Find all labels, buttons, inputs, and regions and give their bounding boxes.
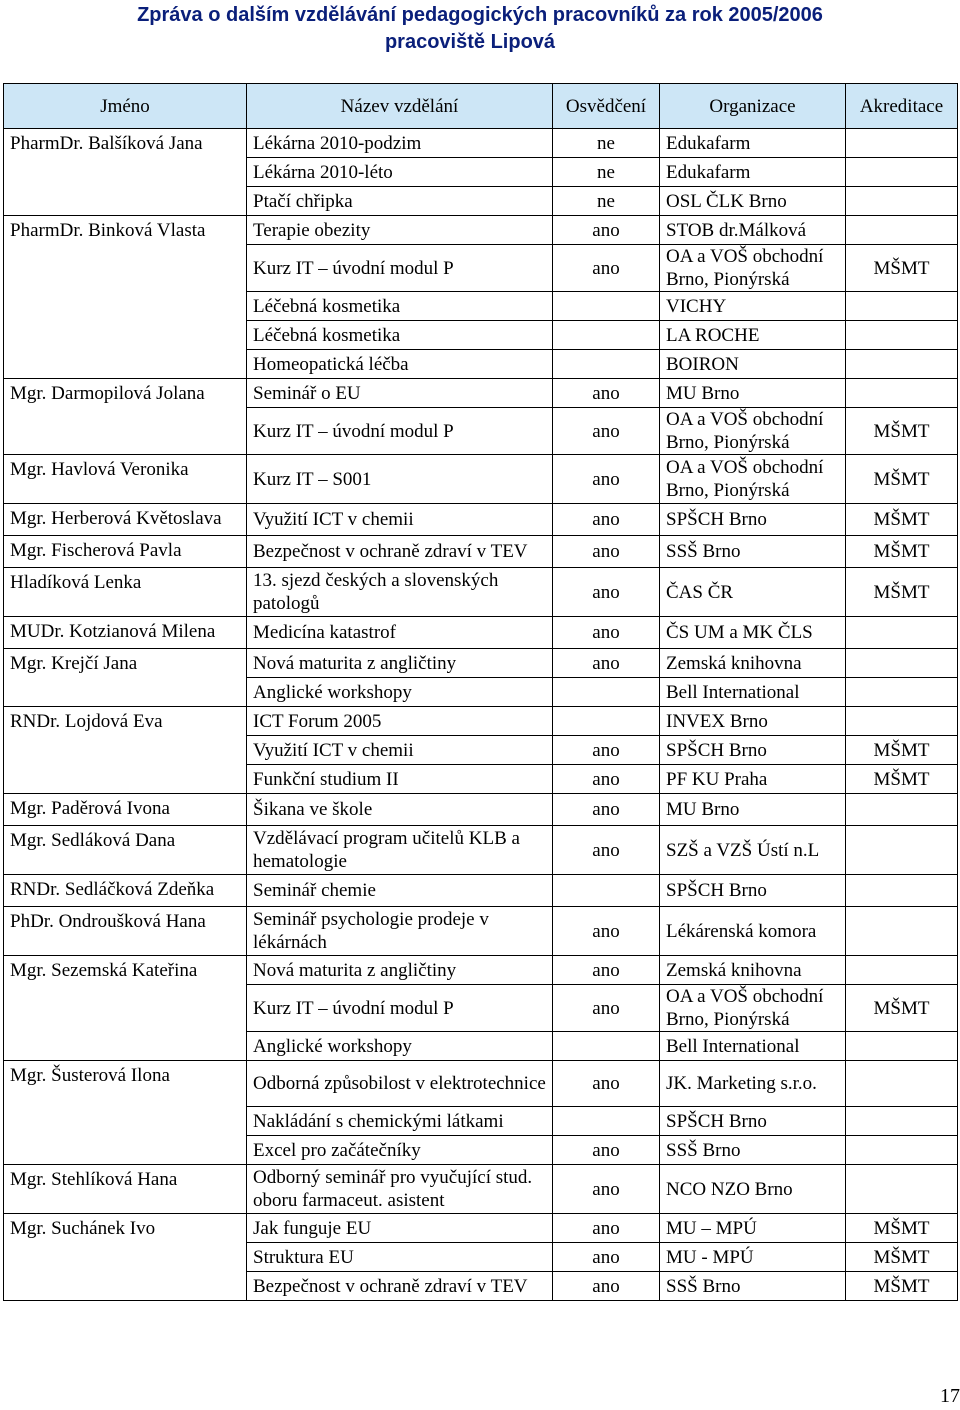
accreditation-cell <box>846 649 958 678</box>
accreditation-cell: MŠMT <box>846 765 958 794</box>
certificate-cell <box>553 1107 660 1136</box>
certificate-cell <box>553 292 660 321</box>
table-row <box>4 1165 958 1214</box>
organization-cell: SPŠCH Brno <box>660 1107 846 1136</box>
certificate-cell <box>553 678 660 707</box>
table-row <box>4 1214 958 1243</box>
accreditation-cell <box>846 1136 958 1165</box>
title-line-2: pracoviště Lipová <box>384 31 556 53</box>
course-title-cell: Lékárna 2010-podzim <box>247 129 553 158</box>
course-title-cell: Terapie obezity <box>247 216 553 245</box>
accreditation-cell: MŠMT <box>846 1214 958 1243</box>
course-title-cell: Léčebná kosmetika <box>247 321 553 350</box>
accreditation-cell <box>846 158 958 187</box>
table-row <box>4 568 958 617</box>
course-title-cell: Excel pro začátečníky <box>247 1136 553 1165</box>
organization-cell: Lékárenská komora <box>660 907 846 956</box>
header-certificate: Osvědčení <box>553 84 660 129</box>
certificate-cell: ano <box>553 504 660 536</box>
table-row <box>4 794 958 826</box>
course-title-cell: Vzdělávací program učitelů KLB a hematologie <box>247 826 553 875</box>
header-course: Název vzdělání <box>247 84 553 129</box>
person-name-cell: Mgr. Paděrová Ivona <box>4 794 247 826</box>
certificate-cell: ano <box>553 765 660 794</box>
organization-cell: MU – MPÚ <box>660 1214 846 1243</box>
course-title-cell: Jak funguje EU <box>247 1214 553 1243</box>
table-row <box>4 216 958 245</box>
course-title-cell: Nová maturita z angličtiny <box>247 956 553 985</box>
certificate-cell: ano <box>553 1272 660 1301</box>
course-title-cell: Odborný seminář pro vyučující stud. oboru farmaceut. asistent <box>247 1165 553 1214</box>
certificate-cell: ano <box>553 649 660 678</box>
course-title-cell: Léčebná kosmetika <box>247 292 553 321</box>
organization-cell: OA a VOŠ obchodní Brno, Pionýrská <box>660 455 846 504</box>
organization-cell: VICHY <box>660 292 846 321</box>
organization-cell: Bell International <box>660 678 846 707</box>
organization-cell: MU Brno <box>660 794 846 826</box>
table-row <box>4 826 958 875</box>
person-name-cell: Mgr. Darmopilová Jolana <box>4 379 247 455</box>
accreditation-cell: MŠMT <box>846 985 958 1032</box>
accreditation-cell <box>846 826 958 875</box>
table-row <box>4 1061 958 1107</box>
header-organization: Organizace <box>660 84 846 129</box>
organization-cell: MU Brno <box>660 379 846 408</box>
organization-cell: OA a VOŠ obchodní Brno, Pionýrská <box>660 408 846 455</box>
accreditation-cell <box>846 216 958 245</box>
organization-cell: ČS UM a MK ČLS <box>660 617 846 649</box>
training-table <box>3 83 958 1301</box>
certificate-cell <box>553 875 660 907</box>
organization-cell: MU - MPÚ <box>660 1243 846 1272</box>
table-row <box>4 536 958 568</box>
certificate-cell: ano <box>553 1061 660 1107</box>
page-number: 17 <box>940 1385 960 1407</box>
course-title-cell: Bezpečnost v ochraně zdraví v TEV <box>247 1272 553 1301</box>
certificate-cell: ano <box>553 826 660 875</box>
person-name-cell: PharmDr. Balšíková Jana <box>4 129 247 216</box>
certificate-cell: ano <box>553 956 660 985</box>
course-title-cell: Anglické workshopy <box>247 1032 553 1061</box>
organization-cell: SPŠCH Brno <box>660 504 846 536</box>
accreditation-cell <box>846 1165 958 1214</box>
course-title-cell: Seminář o EU <box>247 379 553 408</box>
organization-cell: LA ROCHE <box>660 321 846 350</box>
table-row <box>4 707 958 736</box>
table-body <box>4 129 958 1301</box>
course-title-cell: Využití ICT v chemii <box>247 504 553 536</box>
certificate-cell: ano <box>553 455 660 504</box>
certificate-cell: ne <box>553 158 660 187</box>
person-name-cell: Mgr. Suchánek Ivo <box>4 1214 247 1301</box>
organization-cell: NCO NZO Brno <box>660 1165 846 1214</box>
organization-cell: JK. Marketing s.r.o. <box>660 1061 846 1107</box>
course-title-cell: Struktura EU <box>247 1243 553 1272</box>
accreditation-cell: MŠMT <box>846 455 958 504</box>
table-row <box>4 617 958 649</box>
accreditation-cell <box>846 1032 958 1061</box>
person-name-cell: Mgr. Sezemská Kateřina <box>4 956 247 1061</box>
accreditation-cell <box>846 707 958 736</box>
table-row <box>4 875 958 907</box>
organization-cell: BOIRON <box>660 350 846 379</box>
person-name-cell: RNDr. Lojdová Eva <box>4 707 247 794</box>
certificate-cell <box>553 707 660 736</box>
accreditation-cell <box>846 379 958 408</box>
course-title-cell: Funkční studium II <box>247 765 553 794</box>
certificate-cell: ano <box>553 907 660 956</box>
accreditation-cell: MŠMT <box>846 504 958 536</box>
organization-cell: PF KU Praha <box>660 765 846 794</box>
header-name: Jméno <box>4 84 247 129</box>
accreditation-cell <box>846 617 958 649</box>
accreditation-cell: MŠMT <box>846 536 958 568</box>
certificate-cell: ano <box>553 568 660 617</box>
person-name-cell: Mgr. Krejčí Jana <box>4 649 247 707</box>
person-name-cell: Mgr. Herberová Květoslava <box>4 504 247 536</box>
organization-cell: ČAS ČR <box>660 568 846 617</box>
table-row <box>4 379 958 408</box>
certificate-cell: ne <box>553 129 660 158</box>
person-name-cell: Mgr. Fischerová Pavla <box>4 536 247 568</box>
table-row <box>4 455 958 504</box>
header-accreditation: Akreditace <box>846 84 958 129</box>
course-title-cell: Kurz IT – úvodní modul P <box>247 245 553 292</box>
course-title-cell: Nová maturita z angličtiny <box>247 649 553 678</box>
course-title-cell: Šikana ve škole <box>247 794 553 826</box>
person-name-cell: Mgr. Šusterová Ilona <box>4 1061 247 1165</box>
table-row <box>4 649 958 678</box>
certificate-cell: ano <box>553 1243 660 1272</box>
certificate-cell: ano <box>553 617 660 649</box>
accreditation-cell <box>846 1061 958 1107</box>
course-title-cell: Bezpečnost v ochraně zdraví v TEV <box>247 536 553 568</box>
course-title-cell: Kurz IT – S001 <box>247 455 553 504</box>
course-title-cell: 13. sjezd českých a slovenských patologů <box>247 568 553 617</box>
person-name-cell: MUDr. Kotzianová Milena <box>4 617 247 649</box>
accreditation-cell: MŠMT <box>846 568 958 617</box>
table-row <box>4 504 958 536</box>
organization-cell: SSŠ Brno <box>660 1136 846 1165</box>
accreditation-cell <box>846 956 958 985</box>
course-title-cell: Anglické workshopy <box>247 678 553 707</box>
table-row <box>4 907 958 956</box>
certificate-cell: ano <box>553 1165 660 1214</box>
course-title-cell: Odborná způsobilost v elektrotechnice <box>247 1061 553 1107</box>
accreditation-cell <box>846 678 958 707</box>
organization-cell: OA a VOŠ obchodní Brno, Pionýrská <box>660 985 846 1032</box>
course-title-cell: Seminář psychologie prodeje v lékárnách <box>247 907 553 956</box>
course-title-cell: Homeopatická léčba <box>247 350 553 379</box>
accreditation-cell <box>846 187 958 216</box>
organization-cell: Zemská knihovna <box>660 649 846 678</box>
certificate-cell: ano <box>553 1136 660 1165</box>
accreditation-cell: MŠMT <box>846 1272 958 1301</box>
person-name-cell: Mgr. Havlová Veronika <box>4 455 247 504</box>
organization-cell: SPŠCH Brno <box>660 736 846 765</box>
accreditation-cell <box>846 350 958 379</box>
certificate-cell: ano <box>553 1214 660 1243</box>
organization-cell: Edukafarm <box>660 129 846 158</box>
course-title-cell: Kurz IT – úvodní modul P <box>247 408 553 455</box>
organization-cell: Bell International <box>660 1032 846 1061</box>
accreditation-cell <box>846 794 958 826</box>
organization-cell: SSŠ Brno <box>660 1272 846 1301</box>
accreditation-cell <box>846 875 958 907</box>
title-line-1: Zpráva o dalším vzdělávání pedagogických pracovníků za rok 2005/2006 <box>137 4 823 26</box>
course-title-cell: Nakládání s chemickými látkami <box>247 1107 553 1136</box>
certificate-cell: ano <box>553 536 660 568</box>
certificate-cell: ano <box>553 408 660 455</box>
course-title-cell: ICT Forum 2005 <box>247 707 553 736</box>
person-name-cell: Mgr. Stehlíková Hana <box>4 1165 247 1214</box>
accreditation-cell: MŠMT <box>846 1243 958 1272</box>
certificate-cell: ano <box>553 794 660 826</box>
organization-cell: Zemská knihovna <box>660 956 846 985</box>
table-header-row <box>4 84 958 129</box>
accreditation-cell <box>846 292 958 321</box>
certificate-cell: ne <box>553 187 660 216</box>
certificate-cell <box>553 350 660 379</box>
person-name-cell: Hladíková Lenka <box>4 568 247 617</box>
certificate-cell: ano <box>553 736 660 765</box>
accreditation-cell: MŠMT <box>846 408 958 455</box>
certificate-cell <box>553 1032 660 1061</box>
table-row <box>4 956 958 985</box>
certificate-cell: ano <box>553 379 660 408</box>
organization-cell: SZŠ a VZŠ Ústí n.L <box>660 826 846 875</box>
person-name-cell: Mgr. Sedláková Dana <box>4 826 247 875</box>
course-title-cell: Medicína katastrof <box>247 617 553 649</box>
organization-cell: OA a VOŠ obchodní Brno, Pionýrská <box>660 245 846 292</box>
course-title-cell: Ptačí chřipka <box>247 187 553 216</box>
person-name-cell: RNDr. Sedláčková Zdeňka <box>4 875 247 907</box>
accreditation-cell: MŠMT <box>846 736 958 765</box>
table-row <box>4 129 958 158</box>
organization-cell: SSŠ Brno <box>660 536 846 568</box>
organization-cell: OSL ČLK Brno <box>660 187 846 216</box>
accreditation-cell <box>846 321 958 350</box>
course-title-cell: Lékárna 2010-léto <box>247 158 553 187</box>
organization-cell: SPŠCH Brno <box>660 875 846 907</box>
certificate-cell <box>553 321 660 350</box>
course-title-cell: Seminář chemie <box>247 875 553 907</box>
course-title-cell: Kurz IT – úvodní modul P <box>247 985 553 1032</box>
certificate-cell: ano <box>553 216 660 245</box>
certificate-cell: ano <box>553 985 660 1032</box>
accreditation-cell: MŠMT <box>846 245 958 292</box>
person-name-cell: PharmDr. Binková Vlasta <box>4 216 247 379</box>
organization-cell: Edukafarm <box>660 158 846 187</box>
organization-cell: INVEX Brno <box>660 707 846 736</box>
certificate-cell: ano <box>553 245 660 292</box>
accreditation-cell <box>846 907 958 956</box>
organization-cell: STOB dr.Málková <box>660 216 846 245</box>
person-name-cell: PhDr. Ondroušková Hana <box>4 907 247 956</box>
accreditation-cell <box>846 1107 958 1136</box>
accreditation-cell <box>846 129 958 158</box>
course-title-cell: Využití ICT v chemii <box>247 736 553 765</box>
